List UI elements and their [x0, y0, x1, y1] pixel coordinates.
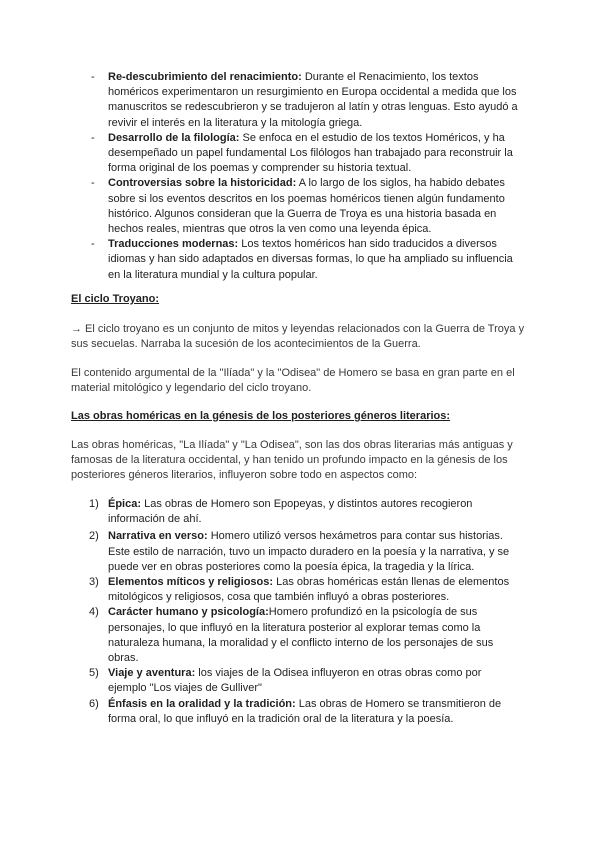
item-text: Las obras de Homero son Epopeyas, y distintos autores recogieron información de ahí.	[108, 498, 473, 526]
item-title: Traducciones modernas:	[108, 238, 239, 251]
item-text: Se enfoca en el estudio de los textos Homéricos, y ha desempeñado un papel fundamental Los filólogos han trabajado para reconstruir la forma original de los poemas y comprender su historia textual.	[108, 131, 513, 175]
item-text: Homero profundizó en la psicología de sus personajes, lo que influyó en la literatura posterior al explorar temas como la naturaleza humana, la moralidad y el conflicto interno de los personajes de sus obras.	[108, 606, 494, 665]
section-heading-obras-homericas: Las obras homéricas en la génesis de los posteriores géneros literarios:	[71, 410, 451, 422]
list-item	[0, 237, 600, 283]
list-marker: 4)	[89, 606, 99, 619]
item-title: Elementos míticos y religiosos:	[108, 576, 274, 589]
item-text: los viajes de la Odisea influyeron en otras obras como por ejemplo "Los viajes de Gulliver"	[108, 667, 482, 695]
numbered-list	[0, 497, 600, 727]
list-item	[0, 70, 600, 131]
list-marker: 3)	[89, 576, 99, 589]
list-marker: 1)	[89, 498, 99, 510]
list-item	[0, 666, 600, 696]
list-marker: -	[91, 131, 95, 144]
paragraph-ciclo-intro: → El ciclo troyano es un conjunto de mitos y leyendas relacionados con la Guerra de Troya y sus secuelas. Narraba la sucesión de los acontecimientos de la Guerra.	[71, 323, 525, 351]
item-text: Durante el Renacimiento, los textos homéricos experimentaron un resurgimiento en Europa occidental a medida que los manuscritos se redescubrieron y se tradujeron al latín y otras lenguas. Esto ayudó a revivir el interés en la literatura y la mitología griega.	[108, 71, 518, 129]
item-title: Viaje y aventura:	[108, 667, 196, 680]
item-title: Carácter humano y psicología:	[108, 606, 269, 619]
list-item	[0, 176, 600, 237]
item-title: Controversias sobre la historicidad:	[108, 177, 297, 190]
item-title: Desarrollo de la filología:	[108, 131, 240, 144]
paragraph-ciclo-contenido: El contenido argumental de la "Ilíada" y la "Odisea" de Homero se basa en gran parte en el material mitológico y legendario del ciclo troyano.	[71, 367, 515, 395]
item-title: Épica:	[108, 498, 142, 510]
item-text: A lo largo de los siglos, ha habido debates sobre si los eventos descritos en los poemas homéricos tienen algún fundamento histórico. Algunos consideran que la Guerra de Troya es una historia basada en hechos reales, mientras que otros la ven como una leyenda épica.	[108, 177, 505, 236]
list-item	[0, 497, 600, 527]
list-item	[0, 605, 600, 666]
paragraph-obras-intro: Las obras homéricas, "La Ilíada" y "La Odisea", son las dos obras literarias más antiguas y famosas de la literatura occidental, y han tenido un profundo impacto en la génesis de los posteriores géneros literarios, influyeron sobre todo en aspectos como:	[71, 439, 513, 482]
item-text: Las obras homéricas están llenas de elementos mitológicos y religiosos, cosa que también influyó a obras posteriores.	[108, 576, 510, 604]
list-marker: 2)	[89, 530, 99, 543]
item-text: Los textos homéricos han sido traducidos a diversos idiomas y han sido adaptados en diversas formas, lo que ha ampliado su influencia en la literatura mundial y la cultura popular.	[108, 238, 513, 281]
list-marker: -	[91, 177, 95, 190]
item-title: Re-descubrimiento del renacimiento:	[108, 71, 302, 83]
item-title: Narrativa en verso:	[108, 530, 208, 543]
section-heading-ciclo-troyano: El ciclo Troyano:	[71, 293, 160, 305]
list-item	[0, 529, 600, 575]
bullet-list	[0, 70, 600, 283]
list-marker: -	[91, 238, 95, 251]
list-marker: 6)	[89, 697, 99, 710]
item-title: Énfasis en la oralidad y la tradición:	[108, 697, 296, 710]
list-item	[0, 131, 600, 177]
item-text: Las obras de Homero se transmitieron de forma oral, lo que influyó en la tradición oral de la literatura y la poesía.	[108, 697, 502, 725]
item-text: Homero utilizó versos hexámetros para contar sus historias. Este estilo de narración, tuvo un impacto duradero en la poesía y la narrativa, y se puede ver en obras posteriores como la poesía épica, la tragedia y la lírica.	[108, 530, 510, 573]
list-item	[0, 575, 600, 605]
list-marker: -	[91, 71, 95, 83]
list-marker: 5)	[89, 667, 99, 680]
list-item	[0, 697, 600, 727]
